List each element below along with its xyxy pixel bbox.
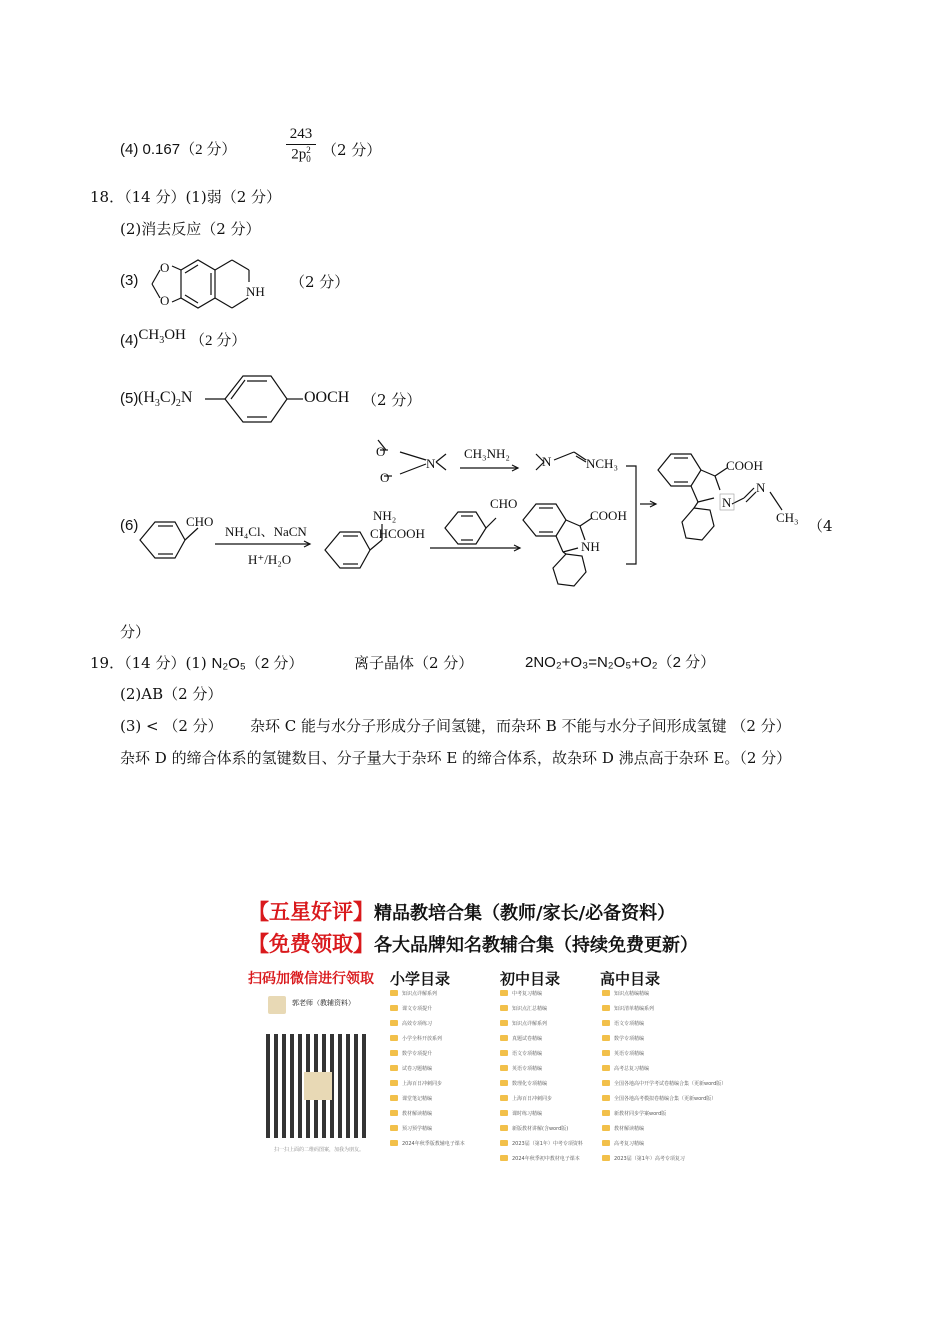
folder-item[interactable]: 课时练习精编 <box>512 1111 543 1117</box>
qr-center-image <box>304 1072 332 1100</box>
q18-item5-label: (5) <box>120 390 139 407</box>
cooh2: COOH <box>726 458 763 473</box>
folder-icon <box>602 1125 610 1131</box>
folder-icon <box>390 1110 398 1116</box>
avatar <box>268 996 286 1014</box>
promo-line2: 【免费领取】各大品牌知名教辅合集（持续免费更新） <box>248 931 698 956</box>
folder-icon <box>390 1080 398 1086</box>
folder-item[interactable]: 数学专项精编 <box>614 1036 645 1042</box>
folder-item[interactable]: 2023届（第1年）中考专项资料 <box>512 1141 583 1147</box>
q18-item6-score-b: 分） <box>120 623 151 641</box>
folder-icon <box>500 1155 508 1161</box>
folder-item[interactable]: 全国各地高考模拟卷精编合集（更新word版） <box>614 1096 717 1102</box>
folder-item[interactable]: 知识点汇总精编 <box>512 1006 548 1012</box>
o-atom-top: O <box>160 260 170 275</box>
q18-item6-scheme <box>130 440 820 610</box>
q17-item4-value: 0.167 <box>142 141 181 158</box>
fraction-bar <box>286 144 316 145</box>
folder-item[interactable]: 预习预学精编 <box>402 1126 433 1132</box>
q18-item4-score: （2 分） <box>190 333 247 349</box>
q17-item4-score2: （2 分） <box>322 141 382 159</box>
q18-item4-formula: $CH_3OH$ <box>138 327 186 346</box>
q19-item2: (2)AB（2 分） <box>120 685 223 703</box>
reagent-top: NH₄Cl、NaCN <box>225 524 307 539</box>
folder-icon <box>390 1035 398 1041</box>
q18-item5-ester: OOCH <box>304 389 350 406</box>
q19-head-b: 离子晶体（2 分） <box>354 654 474 672</box>
folder-item[interactable]: 课文专项提升 <box>402 1006 433 1012</box>
n-final2: N <box>756 480 766 495</box>
folder-icon <box>602 1005 610 1011</box>
q17-frac-numerator: 243 <box>289 126 313 142</box>
folder-icon <box>500 1035 508 1041</box>
folder-item[interactable]: 语文专项精编 <box>614 1021 645 1027</box>
q18-head-text: （14 分）(1)弱（2 分） <box>124 188 282 206</box>
folder-icon <box>390 1050 398 1056</box>
nh-label: NH <box>246 284 265 299</box>
folder-item[interactable]: 小学全科开放系列 <box>402 1036 443 1042</box>
q18-item6-score-a: （4 <box>808 517 833 535</box>
folder-item[interactable]: 中考复习精编 <box>512 991 543 997</box>
promo-banner[interactable] <box>248 888 727 1162</box>
folder-icon <box>390 1140 398 1146</box>
folder-item[interactable]: 英语专项精编 <box>614 1051 645 1057</box>
n-final: N <box>722 495 732 510</box>
cho2: CHO <box>490 496 518 511</box>
folder-item[interactable]: 新版教材讲解(含word版) <box>512 1126 569 1132</box>
q19-head-c: 2NO₂+O₃=N₂O₅+O₂（2 分） <box>525 654 716 671</box>
q19-item3-b: 杂环 C 能与水分子形成分子间氢键，而杂环 B 不能与水分子间形成氢键 （2 分） <box>250 717 791 735</box>
folder-icon <box>390 1020 398 1026</box>
folder-icon <box>500 1140 508 1146</box>
folder-item[interactable]: 课堂笔记精编 <box>402 1096 433 1102</box>
folder-item[interactable]: 知识点详解系列 <box>512 1021 548 1027</box>
ch3-final: CH₃ <box>776 510 799 525</box>
o-top: O <box>376 444 386 459</box>
folder-icon <box>390 990 398 996</box>
folder-item[interactable]: 英语专项精编 <box>512 1066 543 1072</box>
folder-icon <box>500 1065 508 1071</box>
nh2: NH₂ <box>373 508 397 523</box>
q18-item3-label: (3) <box>120 272 139 289</box>
folder-icon <box>602 1065 610 1071</box>
col3-title: 高中目录 <box>600 970 661 988</box>
q17-frac-denominator: 2p 2 0 <box>291 145 311 164</box>
folder-icon <box>602 1140 610 1146</box>
col2-title: 初中目录 <box>500 970 561 988</box>
folder-icon <box>390 1005 398 1011</box>
o-atom-bottom: O <box>160 293 170 308</box>
folder-item[interactable]: 知识清单精编系列 <box>614 1006 655 1012</box>
q18-head <box>90 187 281 207</box>
folder-item[interactable]: 教材解读精编 <box>402 1111 433 1117</box>
folder-icon <box>602 1080 610 1086</box>
q18-number: 18． <box>90 188 125 206</box>
folder-icon <box>500 1125 508 1131</box>
q17-item4-score: （2 分） <box>180 142 237 158</box>
col1-title: 小学目录 <box>390 970 451 988</box>
folder-icon <box>602 1035 610 1041</box>
folder-icon <box>602 1095 610 1101</box>
q18-item2: (2)消去反应（2 分） <box>120 220 261 238</box>
folder-icon <box>500 1095 508 1101</box>
folder-item[interactable]: 数学专项提升 <box>402 1051 433 1057</box>
folder-icon <box>500 1005 508 1011</box>
folder-item[interactable]: 高效专项练习 <box>402 1021 433 1027</box>
q17-item4-label: (4) <box>120 141 139 158</box>
q18-item5-score: （2 分） <box>362 391 422 409</box>
folder-item[interactable]: 新教材同步学案word版 <box>614 1111 667 1117</box>
o-bottom: O <box>380 470 390 485</box>
folder-item[interactable]: 上海百日冲刺同步 <box>512 1096 553 1102</box>
n-amidine: N <box>542 454 552 469</box>
folder-icon <box>500 1050 508 1056</box>
folder-item[interactable]: 数理化专项精编 <box>512 1081 548 1087</box>
reagent-bottom: H⁺/H₂O <box>248 552 292 567</box>
q18-item4-label: (4) <box>120 332 139 349</box>
folder-item[interactable]: 2023届（第1年）高考专项复习 <box>614 1156 685 1162</box>
q17-item4 <box>120 140 236 160</box>
q19-number: 19． <box>90 654 125 672</box>
q17-fraction <box>286 126 316 164</box>
q18-item5-benzene <box>205 370 305 430</box>
folder-icon <box>602 1050 610 1056</box>
folder-icon <box>500 1110 508 1116</box>
folder-icon <box>602 1020 610 1026</box>
teacher-name: 郭老师（教辅资料） <box>292 999 355 1007</box>
q18-item5-formula: $(H_3C)_2N$ <box>138 389 193 410</box>
folder-item[interactable]: 语文专项精编 <box>512 1051 543 1057</box>
folder-icon <box>602 990 610 996</box>
cho1: CHO <box>186 514 214 529</box>
folder-item[interactable]: 真题试卷精编 <box>512 1036 543 1042</box>
folder-item[interactable]: 2024年秋季初中教材电子课本 <box>512 1156 580 1162</box>
q18-item3-score: （2 分） <box>290 273 350 291</box>
folder-icon <box>390 1125 398 1131</box>
folder-item[interactable]: 上海百日冲刺同步 <box>402 1081 443 1087</box>
nh-atom: NH <box>581 539 600 554</box>
folder-item[interactable]: 高考复习精编 <box>614 1141 645 1147</box>
folder-item[interactable]: 2024年秋季版教辅电子课本 <box>402 1141 465 1147</box>
folder-icon <box>602 1110 610 1116</box>
q19-head-a: （14 分）(1) <box>124 654 207 672</box>
folder-item[interactable]: 教材解读精编 <box>614 1126 645 1132</box>
folder-item[interactable]: 知识点精编精编 <box>614 991 650 997</box>
n-reagent: N <box>426 456 436 471</box>
folder-item[interactable]: 高考总复习精编 <box>614 1066 650 1072</box>
cooh1: COOH <box>590 508 627 523</box>
folder-item[interactable]: 试卷习题精编 <box>402 1066 433 1072</box>
folder-icon <box>500 1080 508 1086</box>
ch3nh2: CH₃NH₂ <box>464 446 510 461</box>
q19-item3-a: (3) < （2 分） <box>120 717 223 735</box>
q18-item6-label: (6) <box>120 517 139 534</box>
qr-footer: 扫一扫上面的二维码图案，加我为朋友。 <box>274 1147 365 1153</box>
q19-head <box>90 653 303 674</box>
folder-item[interactable]: 知识点详解系列 <box>402 991 438 997</box>
folder-item[interactable]: 全国各地高中开学考试卷精编合集（更新word版） <box>614 1081 727 1087</box>
folder-icon <box>602 1155 610 1161</box>
folder-icon <box>390 1065 398 1071</box>
promo-line1: 【五星好评】精品教培合集（教师/家长/必备资料） <box>248 899 676 924</box>
folder-icon <box>500 1020 508 1026</box>
q18-item4 <box>120 327 247 357</box>
scan-label: 扫码加微信进行领取 <box>248 971 374 987</box>
nch3: NCH₃ <box>586 456 618 471</box>
q18-item3-structure <box>138 250 288 330</box>
folder-icon <box>390 1095 398 1101</box>
q19-formula: N₂O₅（2 分） <box>211 655 304 672</box>
q19-item3-c: 杂环 D 的缔合体系的氢键数目、分子量大于杂环 E 的缔合体系，故杂环 D 沸点高于杂环 E。（2 分） <box>120 749 792 767</box>
folder-icon <box>500 990 508 996</box>
chcooh: CHCOOH <box>370 526 425 541</box>
